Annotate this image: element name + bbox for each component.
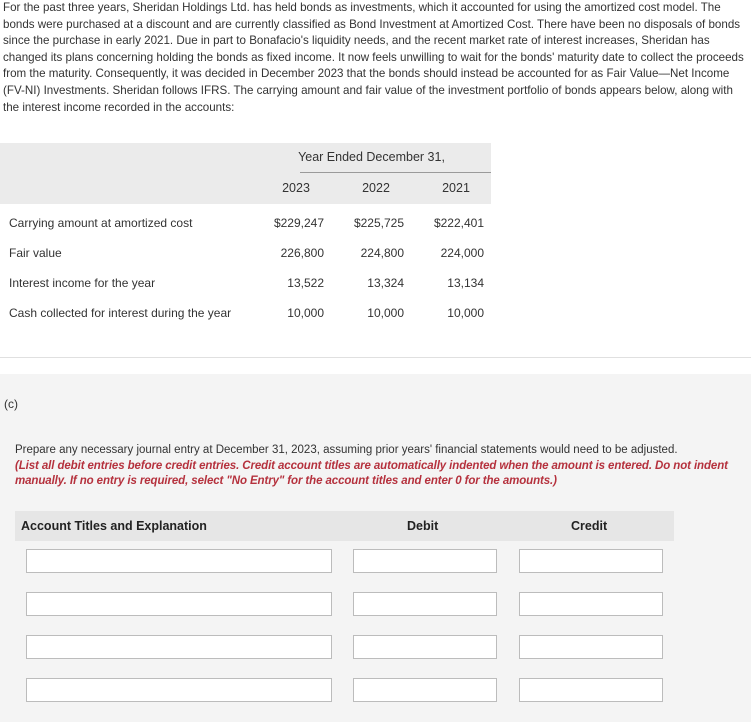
cell-value: 10,000 xyxy=(447,306,484,320)
table-row xyxy=(0,268,491,298)
cell-value: 224,800 xyxy=(360,246,404,260)
account-title-input[interactable] xyxy=(26,549,332,573)
journal-header xyxy=(15,511,674,541)
credit-column-header: Credit xyxy=(571,519,608,533)
cell-value: $229,247 xyxy=(273,216,324,230)
year-group-header: Year Ended December 31, xyxy=(298,150,445,164)
table-row xyxy=(0,238,491,268)
journal-row xyxy=(0,592,751,618)
row-label: Carrying amount at amortized cost xyxy=(9,216,193,230)
journal-row xyxy=(0,678,751,704)
debit-column-header: Debit xyxy=(407,519,439,533)
row-label: Cash collected for interest during the year xyxy=(9,306,232,320)
table-body xyxy=(0,204,751,358)
cell-value: $225,725 xyxy=(353,216,404,230)
year-header: 2021 xyxy=(442,181,470,195)
credit-input[interactable] xyxy=(519,678,663,702)
year-header: 2022 xyxy=(362,181,390,195)
cell-value: 224,000 xyxy=(440,246,484,260)
debit-input[interactable] xyxy=(353,549,497,573)
table-row xyxy=(0,298,491,328)
account-title-input[interactable] xyxy=(26,635,332,659)
debit-input[interactable] xyxy=(353,678,497,702)
journal-row xyxy=(0,635,751,661)
cell-value: 13,522 xyxy=(287,276,324,290)
cell-value: 226,800 xyxy=(280,246,324,260)
cell-value: 10,000 xyxy=(287,306,324,320)
cell-value: 13,134 xyxy=(447,276,484,290)
instructions-text: (List all debit entries before credit entries. Credit account titles are automatically indented when the amount is entered. Do not indent manually. If no entry is required, select "No Entry" for the account titles and enter 0 for the amounts.) xyxy=(15,459,728,487)
row-label: Interest income for the year xyxy=(9,276,156,290)
cell-value: 10,000 xyxy=(367,306,404,320)
journal-row xyxy=(0,549,751,575)
table-header xyxy=(0,143,491,204)
table-row xyxy=(0,208,491,238)
row-label: Fair value xyxy=(9,246,62,260)
account-title-input[interactable] xyxy=(26,592,332,616)
account-column-header: Account Titles and Explanation xyxy=(21,519,207,533)
part-label: (c) xyxy=(4,397,18,411)
question-text: Prepare any necessary journal entry at December 31, 2023, assuming prior years' financial statements would need to be adjusted. xyxy=(15,444,678,456)
header-rule xyxy=(300,172,491,173)
debit-input[interactable] xyxy=(353,635,497,659)
problem-intro-text: For the past three years, Sheridan Holdings Ltd. has held bonds as investments, which it accounted for using the amortized cost model. The bonds were purchased at a discount and are currently classified as Bond Investment at Amortized Cost. There have been no disposals of bonds since the purchase in early 2021. Due in part to Bonafacio's liquidity needs, and the recent market rate of interest increases, Sheridan has changed its plans concerning holding the bonds as fixed income. It now feels unwilling to wait for the bonds' maturity date to collect the proceeds from the maturity. Consequently, it was decided in December 2023 that the bonds should instead be accounted for as Fair Value—Net Income (FV-NI) Investments. Sheridan follows IFRS. The carrying amount and fair value of the investment portfolio of bonds appears below, along with the interest income recorded in the accounts: xyxy=(3,1,744,114)
account-title-input[interactable] xyxy=(26,678,332,702)
debit-input[interactable] xyxy=(353,592,497,616)
part-c-section xyxy=(0,374,751,722)
question-block xyxy=(15,443,745,490)
year-header: 2023 xyxy=(282,181,310,195)
credit-input[interactable] xyxy=(519,635,663,659)
credit-input[interactable] xyxy=(519,592,663,616)
cell-value: 13,324 xyxy=(367,276,404,290)
bond-data-table xyxy=(0,143,751,357)
credit-input[interactable] xyxy=(519,549,663,573)
cell-value: $222,401 xyxy=(433,216,484,230)
